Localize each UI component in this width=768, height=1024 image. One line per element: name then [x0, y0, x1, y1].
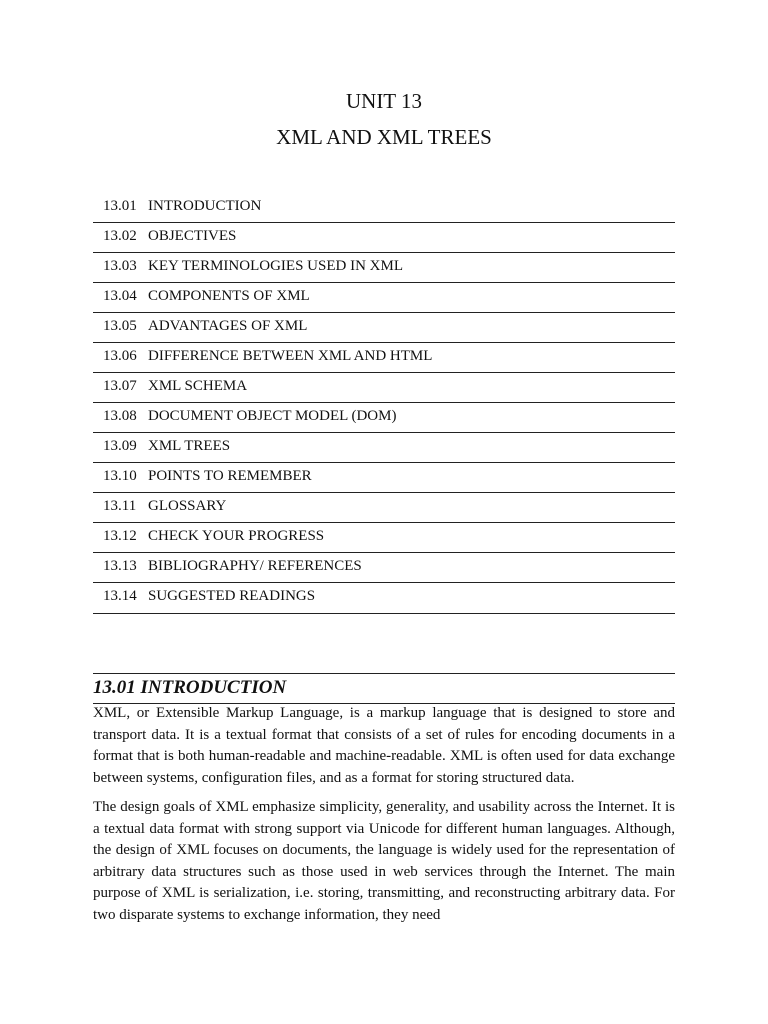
- toc-item-title: INTRODUCTION: [148, 198, 262, 214]
- toc-item-title: SUGGESTED READINGS: [148, 588, 316, 604]
- toc-item-number: 13.12: [103, 528, 137, 544]
- toc-item: [93, 463, 675, 493]
- toc-item: [93, 373, 675, 403]
- toc-item-number: 13.04: [103, 288, 137, 304]
- toc-item-number: 13.13: [103, 558, 137, 574]
- toc-item-number: 13.08: [103, 408, 137, 424]
- toc-item-title: DIFFERENCE BETWEEN XML AND HTML: [148, 348, 433, 364]
- toc-item-number: 13.06: [103, 348, 137, 364]
- toc-item: [93, 433, 675, 463]
- toc-item-title: BIBLIOGRAPHY/ REFERENCES: [148, 558, 362, 574]
- unit-number: UNIT 13: [345, 89, 423, 113]
- toc-item-title: XML SCHEMA: [148, 378, 248, 394]
- toc-item-number: 13.03: [103, 258, 137, 274]
- toc-item: [93, 583, 675, 614]
- toc-item: [93, 523, 675, 553]
- toc-item-number: 13.02: [103, 228, 137, 244]
- toc-item-title: COMPONENTS OF XML: [148, 288, 310, 304]
- toc-item-number: 13.07: [103, 378, 137, 394]
- toc-item-number: 13.05: [103, 318, 137, 334]
- toc-item-number: 13.01: [103, 198, 137, 214]
- toc-item-title: CHECK YOUR PROGRESS: [148, 528, 325, 544]
- toc-item: [93, 553, 675, 583]
- toc-item: [93, 283, 675, 313]
- toc-item-title: OBJECTIVES: [148, 228, 237, 244]
- toc-item-title: KEY TERMINOLOGIES USED IN XML: [148, 258, 403, 274]
- toc-item: [93, 223, 675, 253]
- toc-item-title: POINTS TO REMEMBER: [148, 468, 312, 484]
- toc-item-number: 13.14: [103, 588, 137, 604]
- toc-item-number: 13.10: [103, 468, 137, 484]
- toc-item-number: 13.09: [103, 438, 137, 454]
- toc-item: [93, 313, 675, 343]
- toc-item: [93, 253, 675, 283]
- section-heading: 13.01 INTRODUCTION: [93, 677, 287, 698]
- toc-item-title: DOCUMENT OBJECT MODEL (DOM): [148, 408, 397, 424]
- toc-item-title: GLOSSARY: [148, 498, 227, 514]
- section-heading-rule: [93, 673, 675, 704]
- toc-item: [93, 493, 675, 523]
- toc-item: [93, 403, 675, 433]
- unit-title: XML AND XML TREES: [276, 125, 492, 149]
- toc-item-number: 13.11: [103, 498, 137, 514]
- toc-item-title: XML TREES: [148, 438, 231, 454]
- toc-item-title: ADVANTAGES OF XML: [148, 318, 308, 334]
- toc-item: [93, 343, 675, 373]
- body-paragraph: The design goals of XML emphasize simplicity, generality, and usability across the Internet. It is a textual data format with strong support via Unicode for different human languages. Although, the design of XML focuses on documents, the language is widely used for the representation of arbitrary data structures such as those used in web services through the Internet. The main purpose of XML is serialization, i.e. storing, transmitting, and reconstructing arbitrary data. For two disparate systems to exchange information, they need: [93, 799, 675, 923]
- toc-item: [93, 193, 675, 223]
- table-of-contents: [93, 193, 675, 614]
- body-paragraph: XML, or Extensible Markup Language, is a markup language that is designed to store and transport data. It is a textual format that consists of a set of rules for encoding documents in a format that is both human-readable and machine-readable. XML is often used for data exchange between systems, configuration files, and as a format for storing structured data.: [93, 705, 675, 786]
